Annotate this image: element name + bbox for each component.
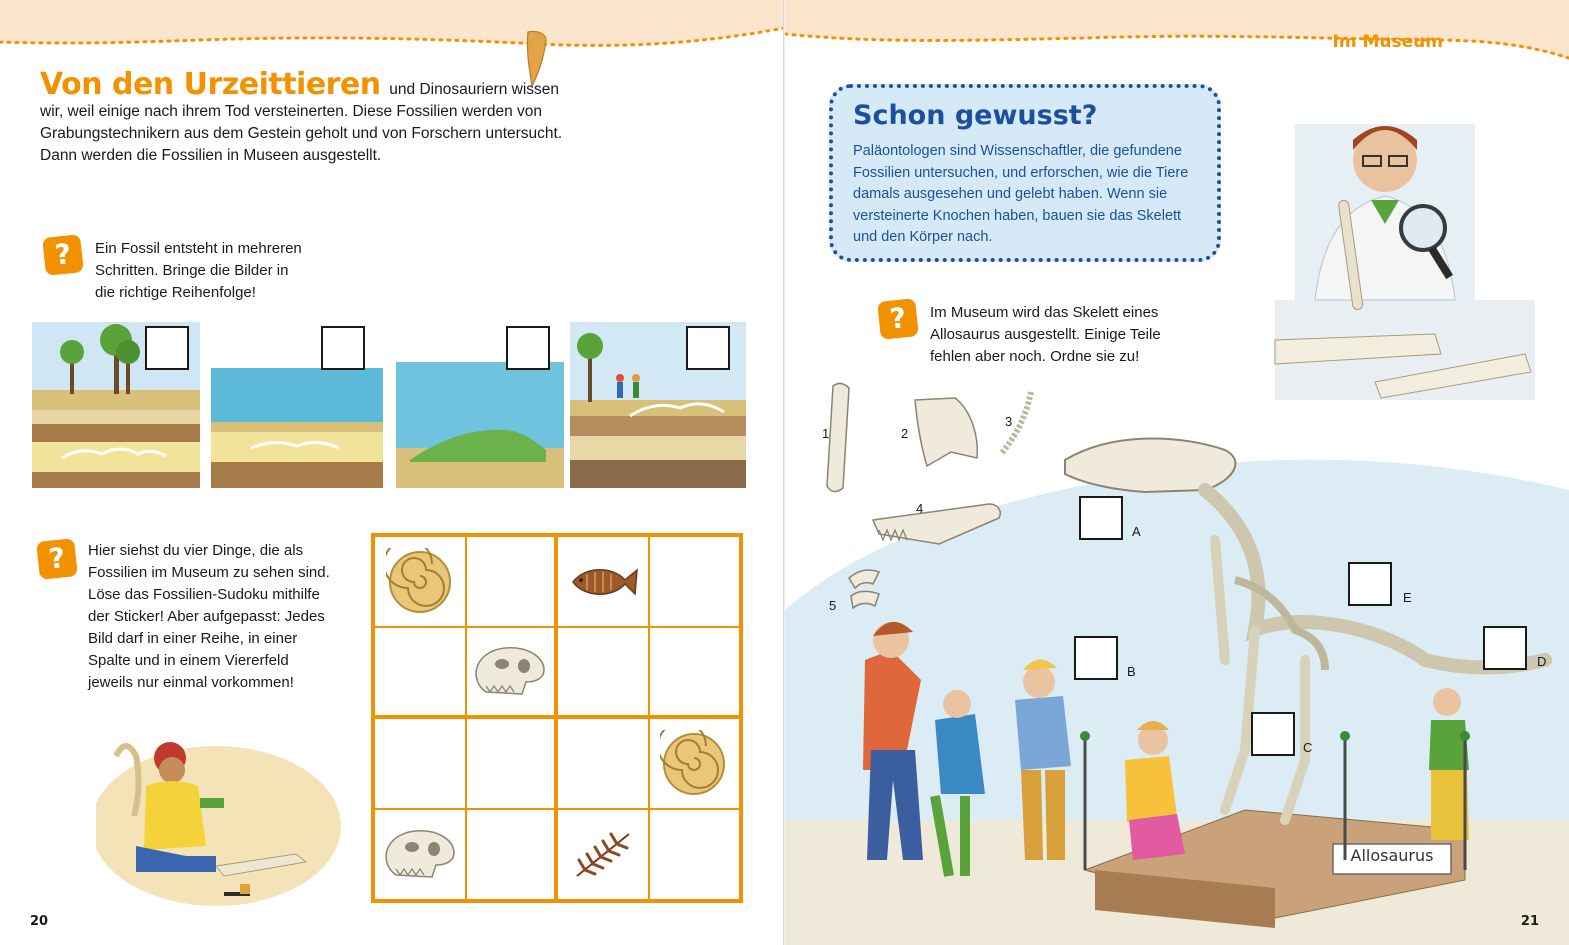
fossil-fish-icon [567, 562, 639, 602]
question-mark-icon: ? [42, 234, 84, 276]
skeleton-slot-checkbox[interactable] [1483, 626, 1527, 670]
left-page [0, 0, 784, 945]
info-body [853, 141, 1197, 249]
sudoku-cell[interactable] [374, 627, 466, 718]
task2-line: Spalte und in einem Viererfeld [88, 652, 289, 669]
sudoku-cell[interactable] [649, 536, 741, 627]
bone-number: 4 [916, 501, 924, 516]
slot-letter: B [1127, 664, 1136, 679]
task2-line: Löse das Fossilien-Sudoku mithilfe [88, 586, 320, 603]
dino-skull-icon [382, 825, 458, 885]
page-number: 21 [1520, 914, 1539, 929]
fossil-sudoku-grid [371, 533, 743, 903]
sudoku-cell[interactable] [557, 809, 649, 900]
skeleton-slot-checkbox[interactable] [1079, 496, 1123, 540]
order-checkbox[interactable] [686, 326, 730, 370]
ammonite-icon [386, 548, 454, 616]
section-label: Im Museum [1332, 32, 1443, 52]
bone-2-icon [911, 396, 983, 472]
scientist-illustration [1255, 100, 1535, 400]
task2-line: Hier siehst du vier Dinge, die als [88, 542, 304, 559]
museum-task-text [930, 302, 1161, 368]
order-checkbox[interactable] [321, 326, 365, 370]
top-wave-band [0, 0, 784, 60]
info-line: damals ausgesehen und gelebt haben. Wenn sie [853, 186, 1168, 202]
fossil-fern-icon [573, 830, 633, 880]
bone-1-icon [825, 380, 855, 500]
museum-scene-illustration [785, 400, 1569, 945]
intro-block [40, 67, 580, 167]
task2-text [88, 540, 330, 694]
sudoku-cell[interactable] [649, 718, 741, 809]
headline: Von den Urzeittieren [40, 67, 381, 102]
sudoku-cell[interactable] [649, 809, 741, 900]
slot-letter: D [1537, 654, 1547, 669]
bone-number: 1 [822, 426, 830, 441]
bone-3-icon [997, 390, 1037, 460]
bone-number: 3 [1005, 414, 1013, 429]
sudoku-cell[interactable] [557, 718, 649, 809]
sudoku-cell[interactable] [649, 627, 741, 718]
skeleton-slot-checkbox[interactable] [1251, 712, 1295, 756]
info-line: und den Körper nach. [853, 229, 993, 245]
task2-line: Fossilien im Museum zu sehen sind. [88, 564, 330, 581]
museum-task-line: Im Museum wird das Skelett eines [930, 304, 1159, 321]
intro-paragraph [40, 67, 580, 167]
sudoku-cell[interactable] [374, 809, 466, 900]
page-number: 20 [30, 914, 49, 929]
info-line: versteinerte Knochen haben, bauen sie das Skelett [853, 207, 1182, 224]
sudoku-cell[interactable] [466, 809, 558, 900]
info-line: Fossilien untersuchen, und erforschen, wie die Tiere [853, 164, 1189, 181]
museum-task-line: Allosaurus ausgestellt. Einige Teile [930, 326, 1161, 343]
order-checkbox[interactable] [145, 326, 189, 370]
skeleton-slot-checkbox[interactable] [1348, 562, 1392, 606]
info-title: Schon gewusst? [853, 100, 1098, 131]
top-wave-band [785, 0, 1569, 60]
order-checkbox[interactable] [506, 326, 550, 370]
intro-text: und Dinosauriern wissen wir, weil einige nach ihrem Tod versteinerten. Diese Fossilien werden von Grabungstechnikern aus dem Gestein geholt und von Forschern untersucht. Dann werden die Fossilien in Museen ausgestellt. [40, 81, 563, 164]
slot-letter: A [1132, 524, 1141, 539]
info-box [829, 84, 1221, 262]
task1-line: Ein Fossil entsteht in mehreren [95, 240, 302, 257]
question-mark-icon: ? [877, 298, 919, 340]
sudoku-cell[interactable] [466, 536, 558, 627]
sudoku-cell[interactable] [374, 536, 466, 627]
exhibit-sign: Allosaurus [1350, 846, 1434, 865]
task1-text [95, 238, 302, 304]
task2-line: jeweils nur einmal vorkommen! [88, 674, 294, 691]
sudoku-cell[interactable] [557, 627, 649, 718]
question-mark-icon: ? [36, 538, 78, 580]
dino-skull-icon [472, 642, 548, 702]
bone-number: 5 [829, 598, 837, 613]
slot-letter: C [1303, 740, 1313, 755]
sudoku-cell[interactable] [466, 627, 558, 718]
sudoku-cell[interactable] [374, 718, 466, 809]
museum-task-line: fehlen aber noch. Ordne sie zu! [930, 348, 1140, 365]
sudoku-cell[interactable] [557, 536, 649, 627]
skeleton-slot-checkbox[interactable] [1074, 636, 1118, 680]
task1-line: Schritten. Bringe die Bilder in [95, 262, 289, 279]
bone-4-icon [869, 500, 1005, 550]
task1-line: die richtige Reihenfolge! [95, 284, 256, 301]
bone-5-icon [843, 566, 887, 616]
info-line: Paläontologen sind Wissenschaftler, die gefundene [853, 143, 1182, 159]
task2-line: Bild darf in einer Reihe, in einer [88, 630, 298, 647]
right-page [785, 0, 1569, 945]
task2-line: der Sticker! Aber aufgepasst: Jedes [88, 608, 325, 625]
ammonite-icon [660, 730, 728, 798]
sudoku-cell[interactable] [466, 718, 558, 809]
slot-letter: E [1403, 590, 1412, 605]
bone-number: 2 [901, 426, 909, 441]
excavator-illustration [96, 716, 346, 906]
